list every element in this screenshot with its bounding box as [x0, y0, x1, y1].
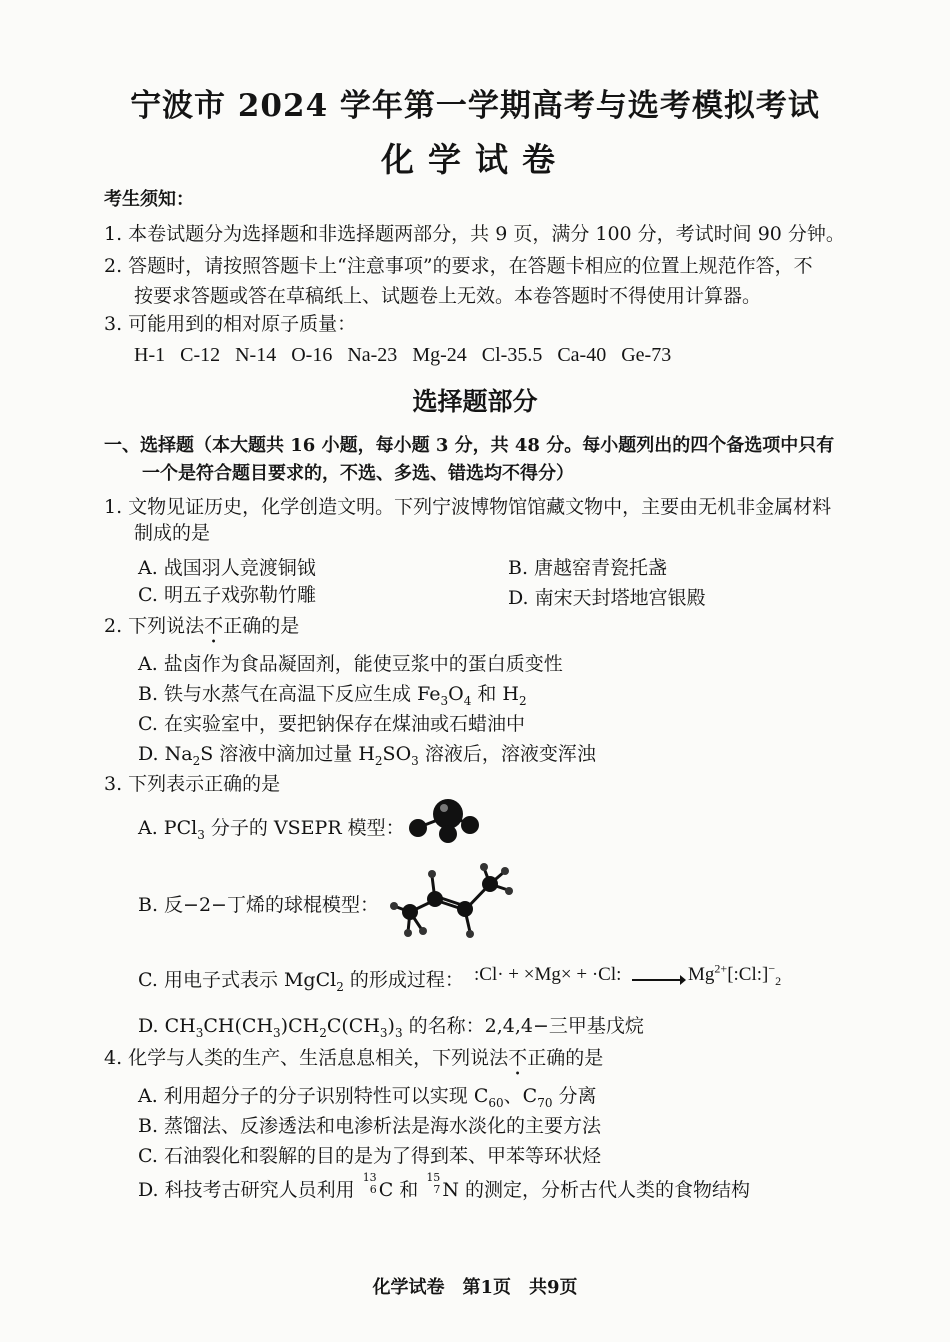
q4-option-c: C. 石油裂化和裂解的目的是为了得到苯、甲苯等环状烃: [138, 1145, 601, 1167]
q3-stem: 3. 下列表示正确的是: [104, 773, 281, 795]
q2-option-c: C. 在实验室中，要把钠保存在煤油或石蜡油中: [138, 713, 525, 735]
section-title: 选择题部分: [412, 387, 538, 416]
q4-stem: 4. 化学与人类的生产、生活息息相关，下列说法不正确的是: [104, 1047, 604, 1069]
q2-stem: 2. 下列说法不正确的是: [104, 615, 300, 637]
q1-stem: 1. 文物见证历史，化学创造文明。下列宁波博物馆馆藏文物中，主要由无机非金属材料: [104, 496, 832, 518]
q3-option-c: C. 用电子式表示 MgCl$_2$ 的形成过程：: [138, 969, 464, 994]
notice-item-1: 1. 本卷试题分为选择题和非选择题两部分，共 9 页，满分 100 分，考试时间 90 分钟。: [104, 223, 845, 245]
q4-option-a: A. 利用超分子的分子识别特性可以实现 $C_{60}$、$C_{70}$ 分离: [138, 1085, 597, 1110]
atomic-masses: H-1 C-12 N-14 O-16 Na-23 Mg-24 Cl-35.5 Ca-40 Ge-73: [134, 344, 672, 366]
q2-option-a: A. 盐卤作为食品凝固剂，能使豆浆中的蛋白质变性: [138, 653, 563, 675]
notice-item-2: 2. 答题时，请按照答题卡上“注意事项”的要求，在答题卡相应的位置上规范作答，不: [104, 255, 813, 277]
section-intro-1: 一、选择题（本大题共 16 小题，每小题 3 分，共 48 分。每小题列出的四个备选项中只有: [104, 435, 835, 456]
page-footer: 化学试卷 第1页 共9页: [372, 1277, 578, 1298]
mgcl2-formation-left: :Cl· + ×Mg× + ·Cl:: [474, 964, 622, 985]
q1-option-a: A. 战国羽人竞渡铜钺: [138, 557, 316, 579]
subject-title: 化学试卷: [381, 140, 569, 179]
notice-heading: 考生须知：: [104, 189, 194, 210]
reaction-arrow-icon: [630, 970, 686, 990]
exam-title: 宁波市 2024 学年第一学期高考与选考模拟考试: [130, 88, 820, 124]
q3-option-a: A. PCl$_3$ 分子的 VSEPR 模型：: [138, 817, 405, 842]
notice-item-3: 3. 可能用到的相对原子质量：: [104, 313, 357, 335]
q4-option-d: D. 科技考古研究人员利用 13 6 C 和 15 7 N 的测定，分析古代人类的食物结构: [138, 1171, 750, 1201]
q1-stem-cont: 制成的是: [134, 522, 211, 544]
q1-option-c: C. 明五子戏弥勒竹雕: [138, 584, 316, 606]
mgcl2-formation-right: $Mg^{2+}[:Cl:]^-_2$: [688, 961, 782, 988]
q4-option-b: B. 蒸馏法、反渗透法和电渗析法是海水淡化的主要方法: [138, 1115, 602, 1137]
q3-option-b: B. 反−2−丁烯的球棍模型：: [138, 894, 379, 916]
trans-2-butene-ball-stick-model-icon: [380, 862, 520, 947]
section-intro-2: 一个是符合题目要求的，不选、多选、错选均不得分）: [142, 463, 574, 484]
q3-option-d: D. $CH_3CH(CH_3)CH_2C(CH_3)_3$ 的名称：2,4,4−三甲基戊烷: [138, 1015, 644, 1040]
q1-option-b: B. 唐越窑青瓷托盏: [508, 557, 668, 579]
pcl3-vsepr-model-icon: [400, 796, 490, 846]
q2-option-b: B. 铁与水蒸气在高温下反应生成 $Fe_3O_4$ 和 $H_2$: [138, 683, 527, 708]
q1-option-d: D. 南宋天封塔地宫银殿: [508, 587, 706, 609]
notice-item-2-cont: 按要求答题或答在草稿纸上、试题卷上无效。本卷答题时不得使用计算器。: [134, 285, 762, 307]
q2-option-d: D. $Na_2S$ 溶液中滴加过量 $H_2SO_3$ 溶液后，溶液变浑浊: [138, 743, 596, 768]
